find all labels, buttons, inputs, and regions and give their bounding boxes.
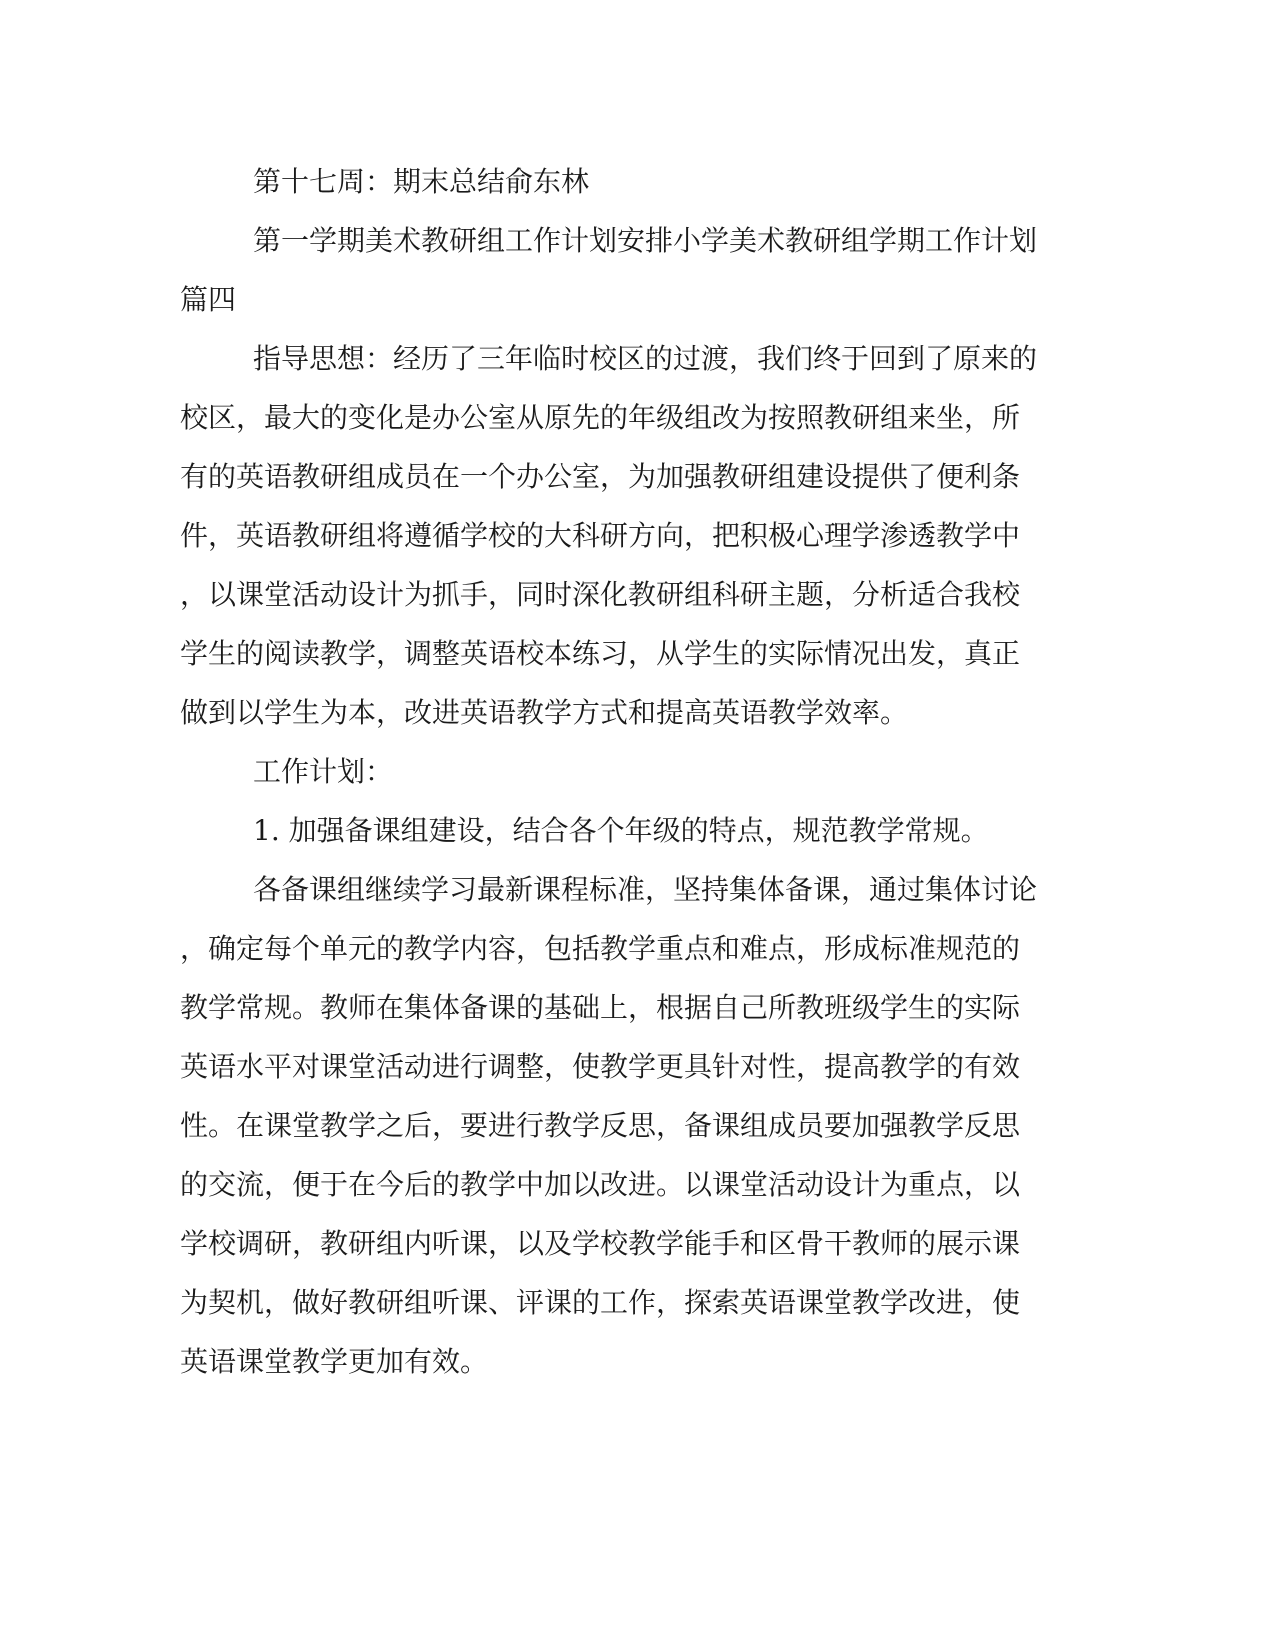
list-item-heading: 1. 加强备课组建设，结合各个年级的特点，规范教学常规。 (253, 814, 989, 847)
paragraph-line: ，以课堂活动设计为抓手，同时深化教研组科研主题，分析适合我校 (180, 578, 1021, 611)
heading-week-seventeen: 第十七周：期末总结俞东林 (253, 165, 590, 198)
document-title-continued: 篇四 (180, 283, 237, 316)
paragraph-line: 英语课堂教学更加有效。 (180, 1345, 489, 1378)
paragraph-line: ，确定每个单元的教学内容，包括教学重点和难点，形成标准规范的 (180, 932, 1021, 965)
paragraph-line: 性。在课堂教学之后，要进行教学反思，备课组成员要加强教学反思 (180, 1109, 1021, 1142)
paragraph-line: 有的英语教研组成员在一个办公室，为加强教研组建设提供了便利条 (180, 460, 1021, 493)
paragraph-line: 指导思想：经历了三年临时校区的过渡，我们终于回到了原来的 (253, 342, 1038, 375)
paragraph-line: 学生的阅读教学，调整英语校本练习，从学生的实际情况出发，真正 (180, 637, 1021, 670)
paragraph-line: 为契机，做好教研组听课、评课的工作，探索英语课堂教学改进，使 (180, 1286, 1021, 1319)
paragraph-line: 教学常规。教师在集体备课的基础上，根据自己所教班级学生的实际 (180, 991, 1021, 1024)
paragraph-line: 各备课组继续学习最新课程标准，坚持集体备课，通过集体讨论 (253, 873, 1038, 906)
paragraph-line: 校区，最大的变化是办公室从原先的年级组改为按照教研组来坐，所 (180, 401, 1021, 434)
document-title: 第一学期美术教研组工作计划安排小学美术教研组学期工作计划 (253, 224, 1038, 257)
paragraph-line: 做到以学生为本，改进英语教学方式和提高英语教学效率。 (180, 696, 909, 729)
paragraph-line: 英语水平对课堂活动进行调整，使教学更具针对性，提高教学的有效 (180, 1050, 1021, 1083)
paragraph-line: 学校调研，教研组内听课，以及学校教学能手和区骨干教师的展示课 (180, 1227, 1021, 1260)
section-label-work-plan: 工作计划： (253, 755, 394, 788)
paragraph-line: 的交流，便于在今后的教学中加以改进。以课堂活动设计为重点，以 (180, 1168, 1021, 1201)
paragraph-line: 件，英语教研组将遵循学校的大科研方向，把积极心理学渗透教学中 (180, 519, 1021, 552)
